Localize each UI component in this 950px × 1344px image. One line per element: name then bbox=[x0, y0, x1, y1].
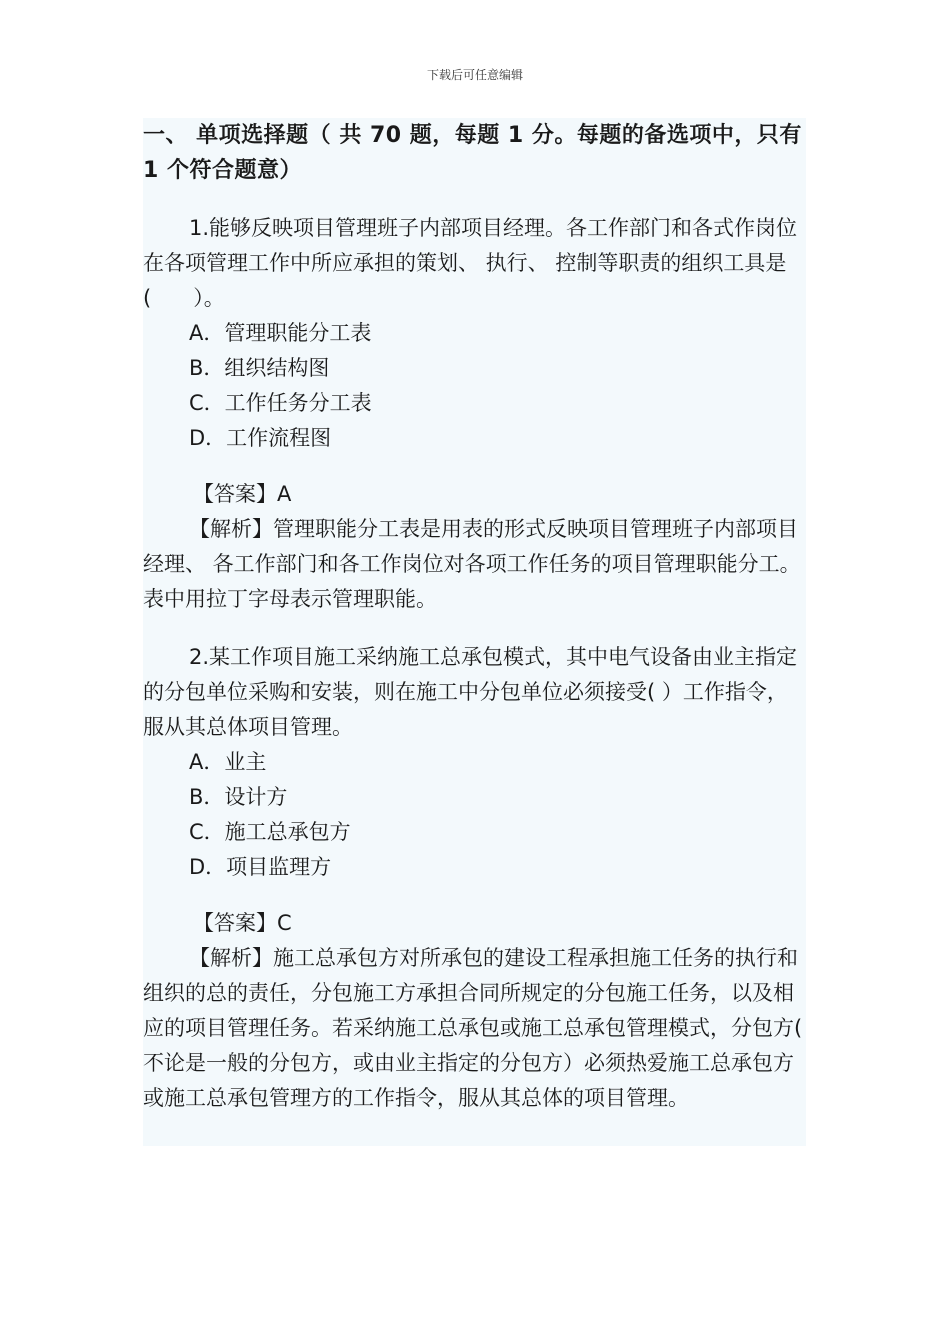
question-1-option-d: D．工作流程图 bbox=[189, 426, 332, 450]
document-body bbox=[143, 118, 809, 1146]
question-1-stem: 1.能够反映项目管理班子内部项目经理。各工作部门和各式作岗位在各项管理工作中所应承担的策划、 执行、 控制等职责的组织工具是( ）。 bbox=[143, 216, 798, 310]
question-1-analysis: 【解析】管理职能分工表是用表的形式反映项目管理班子内部项目经理、 各工作部门和各工作岗位对各项工作任务的项目管理职能分工。表中用拉丁字母表示管理职能。 bbox=[143, 517, 801, 611]
question-2-option-d: D．项目监理方 bbox=[189, 855, 332, 879]
question-2-stem: 2.某工作项目施工采纳施工总承包模式，其中电气设备由业主指定的分包单位采购和安装，则在施工中分包单位必须接受( ）工作指令，服从其总体项目管理。 bbox=[143, 645, 798, 739]
question-2-option-c: C．施工总承包方 bbox=[189, 820, 351, 844]
question-1-option-b: B．组织结构图 bbox=[189, 356, 330, 380]
question-1-answer: 【答案】A bbox=[193, 482, 292, 506]
question-1-option-a: A．管理职能分工表 bbox=[189, 321, 372, 345]
question-2-option-b: B．设计方 bbox=[189, 785, 288, 809]
page-header: 下载后可任意编辑 bbox=[426, 68, 523, 82]
question-1-option-c: C．工作任务分工表 bbox=[189, 391, 372, 415]
section-title: 一、 单项选择题（ 共 70 题，每题 1 分。每题的备选项中，只有 1 个符合题意） bbox=[143, 123, 802, 183]
question-2-option-a: A．业主 bbox=[189, 750, 267, 774]
question-2-analysis: 【解析】施工总承包方对所承包的建设工程承担施工任务的执行和组织的总的责任，分包施工方承担合同所规定的分包施工任务，以及相应的项目管理任务。若采纳施工总承包或施工总承包管理模式，分包方( 不论是一般的分包方，或由业主指定的分包方）必须热爱施工总承包方或施工总承包管理方的工作指令，服从其总体的项目管理。 bbox=[143, 946, 809, 1110]
question-2-answer: 【答案】C bbox=[193, 911, 292, 935]
